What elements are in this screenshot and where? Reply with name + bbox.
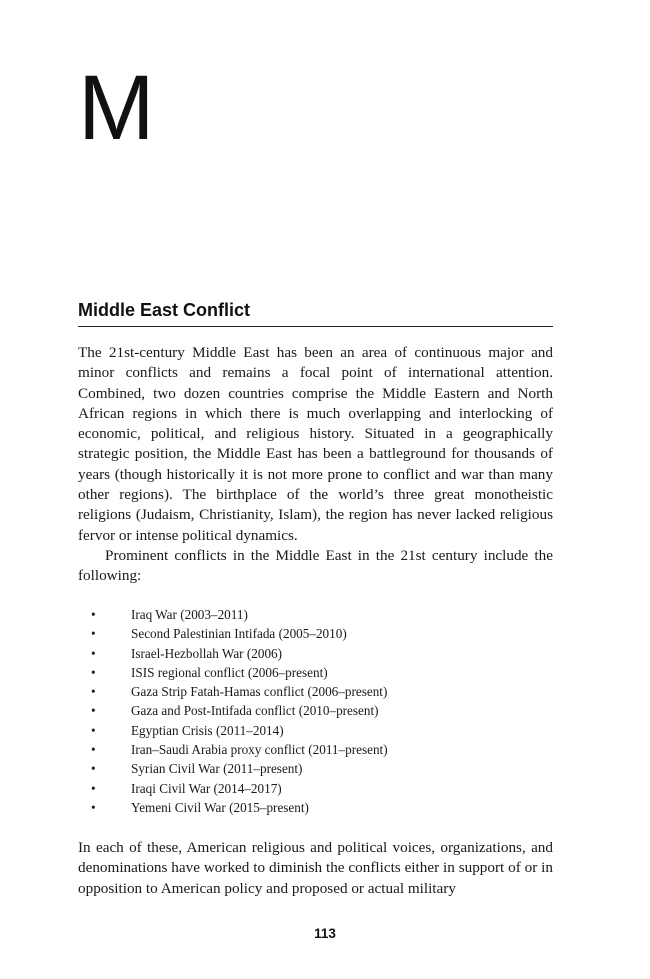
list-item-text: Gaza Strip Fatah-Hamas conflict (2006–present)	[131, 684, 388, 700]
section-title: Middle East Conflict	[78, 300, 251, 320]
bullet-icon: •	[91, 703, 96, 719]
bullet-icon: •	[91, 799, 96, 815]
list-item-text: Syrian Civil War (2011–present)	[131, 761, 303, 777]
conflict-list	[78, 605, 553, 817]
chapter-letter: M	[78, 57, 153, 159]
list-item	[78, 779, 553, 798]
list-item	[78, 624, 553, 643]
list-item-text: Israel-Hezbollah War (2006)	[131, 645, 283, 661]
list-item	[78, 701, 553, 720]
bullet-icon: •	[91, 664, 96, 680]
list-intro-paragraph: Prominent conflicts in the Middle East in the 21st century include the following:	[78, 547, 553, 585]
list-item-text: Iran–Saudi Arabia proxy conflict (2011–present)	[131, 742, 388, 758]
list-item	[78, 759, 553, 778]
bullet-icon: •	[91, 742, 96, 758]
bullet-icon: •	[91, 761, 96, 777]
bullet-icon: •	[91, 626, 96, 642]
list-item-text: ISIS regional conflict (2006–present)	[131, 664, 328, 680]
list-item-text: Second Palestinian Intifada (2005–2010)	[131, 626, 347, 642]
list-item-text: Yemeni Civil War (2015–present)	[131, 799, 309, 815]
list-item-text: Egyptian Crisis (2011–2014)	[131, 722, 284, 738]
bullet-icon: •	[91, 780, 96, 796]
section-divider	[78, 326, 553, 327]
list-item-text: Gaza and Post-Intifada conflict (2010–present)	[131, 703, 379, 719]
list-item-text: Iraq War (2003–2011)	[131, 607, 248, 622]
bullet-icon: •	[91, 645, 96, 661]
intro-paragraph: The 21st-century Middle East has been an area of continuous major and minor conflicts and remains a focal point of international attention. Combined, two dozen countries comprise the Middle Eastern and North African regions in which there is much overlapping and interlocking of economic, political, and religious history. Situated in a geographically strategic position, the Middle East has been a battleground for thousands of years (though historically it is not more prone to conflict and war than many other regions). The birthplace of the world’s three great monotheistic religions (Judaism, Christianity, Islam), the region has never lacked religious fervor or intense political dynamics.	[78, 344, 553, 544]
bullet-icon: •	[91, 722, 96, 738]
list-item	[78, 740, 553, 759]
page-number: 113	[314, 926, 336, 941]
list-item	[78, 663, 553, 682]
list-item	[78, 798, 553, 817]
list-item	[78, 605, 553, 624]
bullet-icon: •	[91, 607, 96, 622]
list-item	[78, 644, 553, 663]
closing-paragraph: In each of these, American religious and political voices, organizations, and denominations have worked to diminish the conflicts either in support of or in opposition to American policy and proposed or actual military	[78, 839, 553, 897]
list-item-text: Iraqi Civil War (2014–2017)	[131, 780, 282, 796]
list-item	[78, 682, 553, 701]
bullet-icon: •	[91, 684, 96, 700]
list-item	[78, 721, 553, 740]
